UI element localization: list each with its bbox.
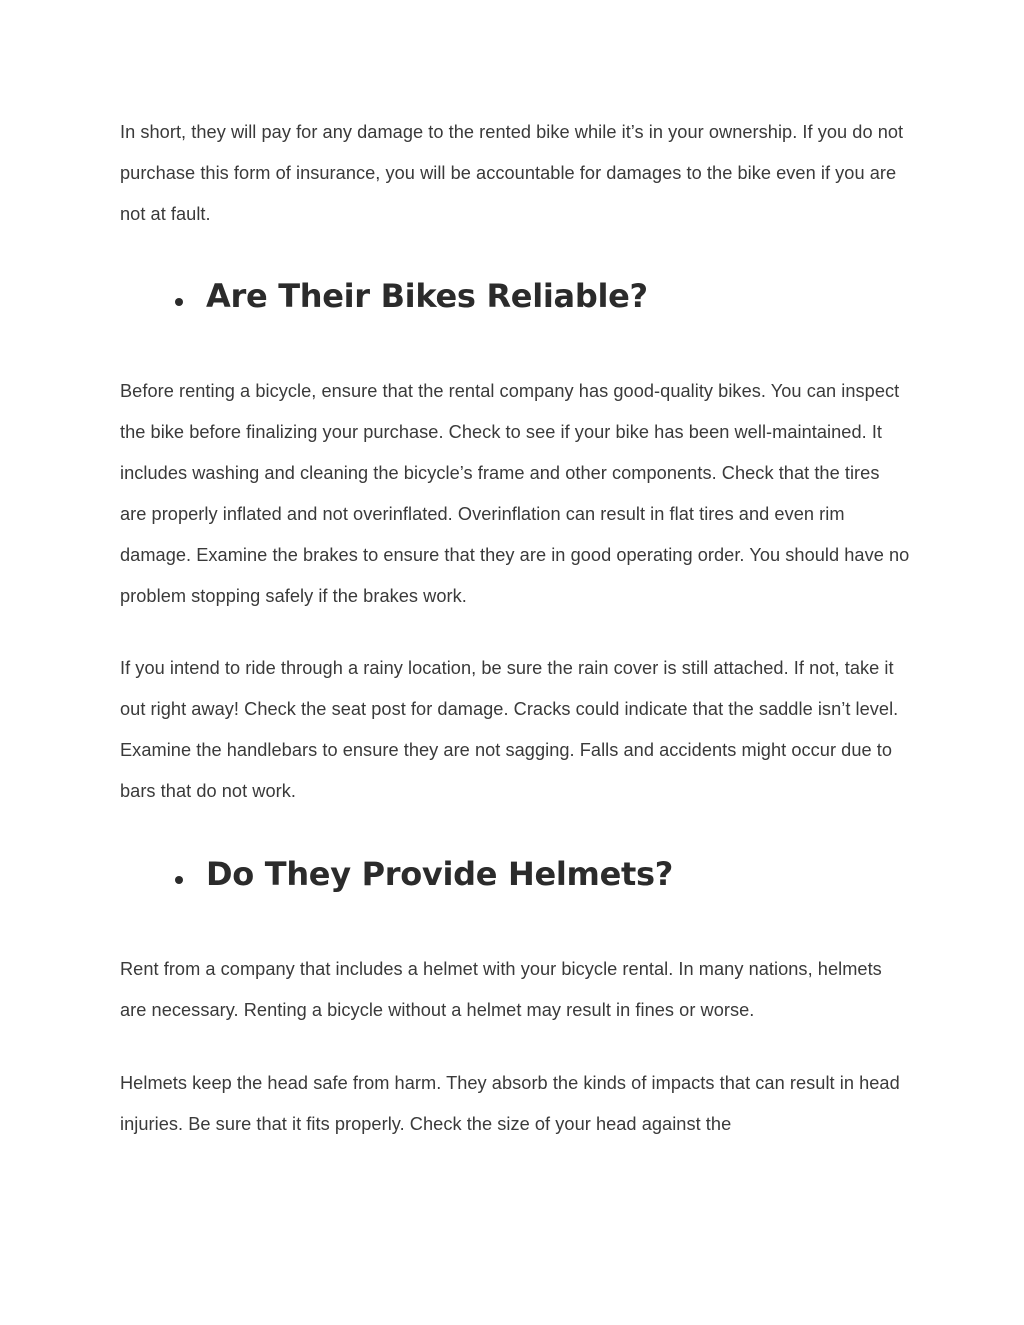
heading-list-reliable <box>120 276 648 316</box>
paragraph-helmet-safety: Helmets keep the head safe from harm. They absorb the kinds of impacts that can result in head injuries. Be sure that it fits properly. Check the size of your head against the <box>120 1073 900 1134</box>
section-heading-text: Do They Provide Helmets? <box>206 855 674 893</box>
section-heading-reliable <box>120 276 648 316</box>
heading-list-helmets <box>120 854 673 894</box>
section-heading-helmets <box>120 854 673 894</box>
paragraph-bike-quality: Before renting a bicycle, ensure that the rental company has good-quality bikes. You can inspect the bike before finalizing your purchase. Check to see if your bike has been well-maintained. It includes washing and cleaning the bicycle’s frame and other components. Check that the tires are properly inflated and not overinflated. Overinflation can result in flat tires and even rim damage. Examine the brakes to ensure that they are in good operating order. You should have no problem stopping safely if the brakes work. <box>120 381 910 606</box>
bullet-icon <box>175 298 183 306</box>
bullet-icon <box>175 876 183 884</box>
paragraph-helmet-rental: Rent from a company that includes a helmet with your bicycle rental. In many nations, helmets are necessary. Renting a bicycle without a helmet may result in fines or worse. <box>120 959 882 1020</box>
paragraph-rain-cover: If you intend to ride through a rainy location, be sure the rain cover is still attached. If not, take it out right away! Check the seat post for damage. Cracks could indicate that the saddle isn’t level. Examine the handlebars to ensure they are not sagging. Falls and accidents might occur due to bars that do not work. <box>120 658 899 801</box>
paragraph-insurance: In short, they will pay for any damage to the rented bike while it’s in your ownership. If you do not purchase this form of insurance, you will be accountable for damages to the bike even if you are not at fault. <box>120 122 904 224</box>
section-heading-text: Are Their Bikes Reliable? <box>206 277 648 315</box>
